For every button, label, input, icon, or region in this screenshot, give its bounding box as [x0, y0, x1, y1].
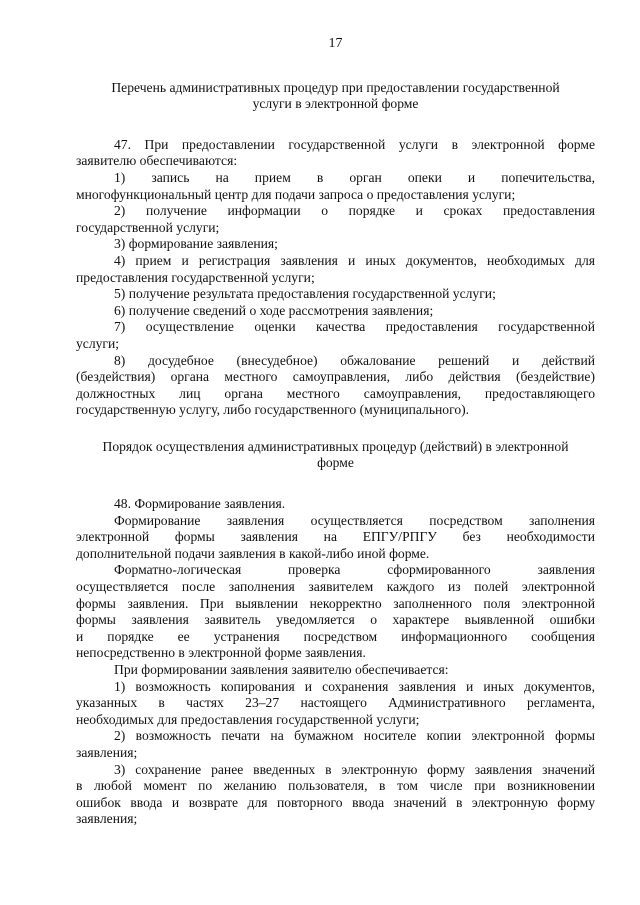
paragraph — [76, 513, 595, 563]
heading-line: форме — [317, 455, 354, 471]
text-line: 5) получение результата предоставления государственной услуги; — [114, 286, 496, 302]
paragraph — [76, 562, 595, 662]
text-line: необходимых для предоставления государственной услуги; — [76, 711, 420, 727]
paragraph — [76, 728, 595, 761]
text-line: 3) сохранение ранее введенных в электронную форму заявления значений — [114, 761, 595, 777]
text-line: дополнительной подачи заявления в какой-либо иной форме. — [76, 545, 430, 561]
text-line: 6) получение сведений о ходе рассмотрения заявления; — [114, 302, 434, 318]
section-body-procedures-list — [76, 137, 595, 419]
text-line: и порядке ее устранения посредством информационного сообщения — [76, 628, 595, 644]
paragraph — [76, 319, 595, 352]
text-line: электронной формы заявления на ЕПГУ/РПГУ без необходимости — [76, 529, 595, 545]
text-line: 1) запись на прием в орган опеки и попечительства, — [114, 169, 595, 185]
text-line: Форматно-логическая проверка сформированного заявления — [114, 562, 595, 578]
text-line: заявления; — [76, 811, 138, 827]
text-line: заявителю обеспечиваются: — [76, 153, 238, 169]
text-line: в любой момент по желанию пользователя, в том числе при возникновении — [76, 778, 595, 794]
text-line: формы заявления. При выявлении некорректно заполненного поля электронной — [76, 595, 595, 611]
paragraph — [76, 236, 595, 253]
paragraph — [76, 137, 595, 170]
text-line: 2) возможность печати на бумажном носителе копии электронной формы — [114, 728, 595, 744]
page-number: 17 — [328, 36, 343, 51]
paragraph — [76, 203, 595, 236]
text-line: заявления; — [76, 744, 138, 760]
text-line: 4) прием и регистрация заявления и иных документов, необходимых для — [114, 252, 595, 268]
paragraph — [76, 303, 595, 320]
text-line: предоставления государственной услуги; — [76, 269, 315, 285]
text-line: 48. Формирование заявления. — [114, 496, 286, 512]
text-line: многофункциональный центр для подачи запроса о предоставления услуги; — [76, 186, 516, 202]
text-line: осуществляется после заполнения заявителем каждого из полей электронной — [76, 579, 595, 595]
section-heading-procedures-order — [76, 439, 595, 472]
section-heading-procedures-list — [76, 80, 595, 113]
heading-line: услуги в электронной форме — [252, 96, 419, 112]
text-line: указанных в частях 23–27 настоящего Административного регламента, — [76, 695, 595, 711]
text-line: непосредственно в электронной форме заявления. — [76, 645, 366, 661]
section-body-procedures-order — [76, 496, 595, 828]
text-line: 7) осуществление оценки качества предоставления государственной — [114, 319, 595, 335]
paragraph — [76, 353, 595, 419]
text-line: Формирование заявления осуществляется посредством заполнения — [114, 512, 595, 528]
text-line: 47. При предоставлении государственной услуги в электронной форме — [114, 136, 595, 152]
paragraph — [76, 253, 595, 286]
heading-line: Порядок осуществления административных процедур (действий) в электронной — [102, 438, 569, 454]
text-line: услуги; — [76, 335, 120, 351]
paragraph — [76, 496, 595, 513]
paragraph — [76, 286, 595, 303]
text-line: 2) получение информации о порядке и сроках предоставления — [114, 203, 595, 219]
heading-line: Перечень административных процедур при предоставлении государственной — [111, 79, 560, 95]
document-page — [76, 36, 595, 828]
text-line: 8) досудебное (внесудебное) обжалование решений и действий — [114, 352, 595, 368]
text-line: государственной услуги; — [76, 219, 220, 235]
text-line: 3) формирование заявления; — [114, 236, 278, 252]
text-line: При формировании заявления заявителю обеспечивается: — [114, 662, 449, 677]
paragraph — [76, 662, 595, 679]
text-line: формы заявления заявитель уведомляется о характере выявленной ошибки — [76, 612, 595, 628]
text-line: ошибок ввода и возврате для повторного ввода значений в электронную форму — [76, 794, 595, 810]
text-line: (бездействия) органа местного самоуправления, либо действия (бездействие) — [76, 369, 595, 385]
paragraph — [76, 170, 595, 203]
text-line: государственную услугу, либо государственного (муниципального). — [76, 402, 470, 418]
text-line: 1) возможность копирования и сохранения заявления и иных документов, — [114, 678, 595, 694]
paragraph — [76, 679, 595, 729]
text-line: должностных лиц органа местного самоуправления, предоставляющего — [76, 385, 595, 401]
paragraph — [76, 762, 595, 828]
